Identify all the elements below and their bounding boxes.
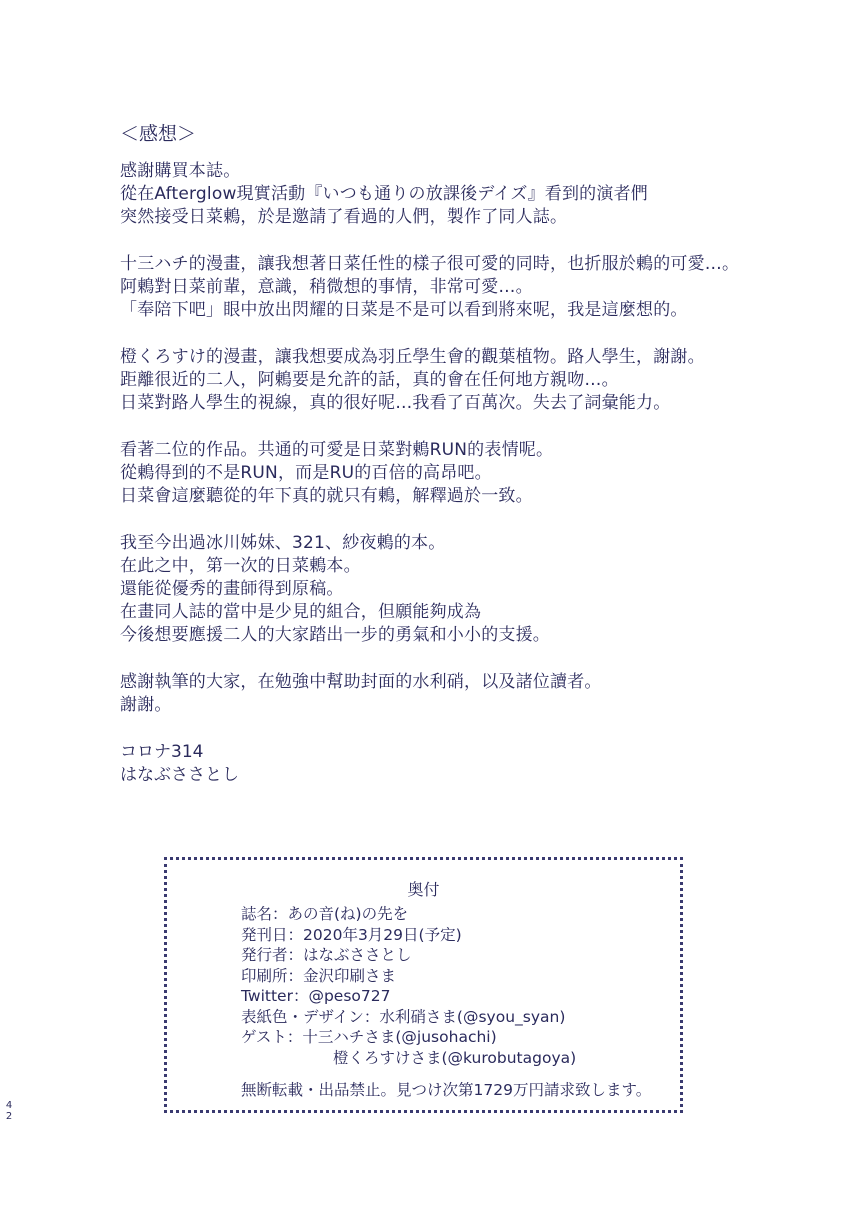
text-line: 橙くろすけ的漫畫，讓我想要成為羽丘學生會的觀葉植物。路人學生，謝謝。 bbox=[120, 347, 705, 367]
text-line: 日菜對路人學生的視線，真的很好呢…我看了百萬次。失去了詞彙能力。 bbox=[120, 393, 671, 413]
paragraph-history bbox=[120, 532, 820, 647]
text-line: 我至今出過冰川姊妹、321、紗夜鶇的本。 bbox=[120, 533, 446, 553]
paragraph-jusohachi bbox=[120, 253, 820, 322]
text-line: 阿鶇對日菜前輩，意識，稍微想的事情，非常可愛…。 bbox=[120, 277, 533, 297]
paragraph-closing bbox=[120, 671, 820, 717]
signature bbox=[120, 741, 820, 787]
text-line: 看著二位的作品。共通的可愛是日菜對鶇RUN的表情呢。 bbox=[120, 440, 554, 460]
text-line: 從鶇得到的不是RUN，而是RU的百倍的高昂吧。 bbox=[120, 463, 492, 483]
text-line: 十三ハチ的漫畫，讓我想著日菜任性的樣子很可愛的同時，也折服於鶇的可愛…。 bbox=[120, 254, 740, 274]
paragraph-thanks bbox=[120, 160, 820, 229]
page-number-digit: 2 bbox=[5, 1111, 13, 1122]
page-number-digit: 4 bbox=[5, 1100, 13, 1111]
circle-name: コロナ314 bbox=[120, 742, 204, 762]
colophon-printer-row: 印刷所：金沢印刷さま bbox=[241, 966, 397, 985]
text-line: 謝謝。 bbox=[120, 695, 172, 715]
paragraph-works bbox=[120, 439, 820, 508]
colophon-twitter-row: Twitter：@peso727 bbox=[241, 987, 391, 1005]
text-line: 在此之中，第一次的日菜鶇本。 bbox=[120, 556, 361, 576]
colophon-guest-row: 橙くろすけさま(@kurobutagoya) bbox=[333, 1048, 577, 1067]
text-line: 日菜會這麼聽從的年下真的就只有鶇，解釋過於一致。 bbox=[120, 486, 533, 506]
colophon-title-row: 誌名：あの音(ね)の先を bbox=[241, 905, 409, 923]
colophon-title: 奥付 bbox=[407, 880, 440, 899]
paragraph-kurosuke bbox=[120, 346, 820, 415]
colophon-cover-row: 表紙色・デザイン：水利硝さま(@syou_syan) bbox=[241, 1007, 566, 1026]
colophon-notice: 無断転載・出品禁止。見つけ次第1729万円請求致します。 bbox=[241, 1081, 652, 1099]
page-number bbox=[4, 1100, 14, 1122]
afterword-heading: ＜感想＞ bbox=[120, 123, 197, 145]
colophon-guest-row: ゲスト：十三ハチさま(@jusohachi) bbox=[241, 1028, 497, 1046]
text-line: 「奉陪下吧」眼中放出閃耀的日菜是不是可以看到將來呢，我是這麼想的。 bbox=[120, 300, 688, 320]
colophon-date-row: 発刊日：2020年3月29日(予定) bbox=[241, 925, 462, 944]
author-name: はなぶささとし bbox=[120, 765, 239, 785]
text-line: 感謝執筆的大家，在勉強中幫助封面的水利硝，以及諸位讀者。 bbox=[120, 672, 602, 692]
text-line: 在畫同人誌的當中是少見的組合，但願能夠成為 bbox=[120, 602, 482, 622]
text-line: 距離很近的二人，阿鶇要是允許的話，真的會在任何地方親吻…。 bbox=[120, 370, 619, 390]
colophon-box bbox=[164, 857, 683, 1113]
colophon-publisher-row: 発行者：はなぶささとし bbox=[241, 946, 412, 964]
text-line: 還能從優秀的畫師得到原稿。 bbox=[120, 579, 344, 599]
text-line: 突然接受日菜鶇，於是邀請了看過的人們，製作了同人誌。 bbox=[120, 207, 568, 227]
colophon-details bbox=[241, 904, 576, 1068]
afterword-section bbox=[120, 120, 820, 787]
text-line: 感謝購買本誌。 bbox=[120, 161, 241, 181]
text-line: 從在Afterglow現實活動『いつも通りの放課後デイズ』看到的演者們 bbox=[120, 184, 648, 204]
text-line: 今後想要應援二人的大家踏出一步的勇氣和小小的支援。 bbox=[120, 625, 550, 645]
